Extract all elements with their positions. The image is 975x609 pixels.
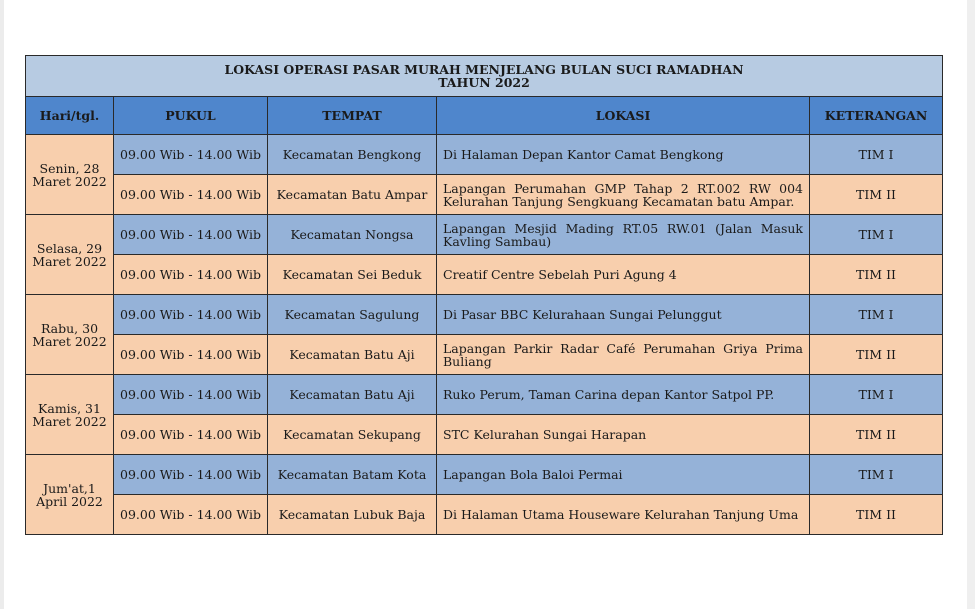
keterangan-cell: TIM I: [810, 295, 943, 335]
lokasi-cell: Di Pasar BBC Kelurahaan Sungai Pelunggut: [437, 295, 810, 335]
day-cell: Selasa, 29 Maret 2022: [26, 215, 114, 295]
pukul-cell: 09.00 Wib - 14.00 Wib: [114, 495, 268, 535]
lokasi-cell: Di Halaman Depan Kantor Camat Bengkong: [437, 135, 810, 175]
keterangan-cell: TIM I: [810, 215, 943, 255]
day-cell: Jum'at,1 April 2022: [26, 455, 114, 535]
tempat-cell: Kecamatan Bengkong: [268, 135, 437, 175]
lokasi-cell: Lapangan Bola Baloi Permai: [437, 455, 810, 495]
title-line-2: TAHUN 2022: [438, 75, 530, 90]
pukul-cell: 09.00 Wib - 14.00 Wib: [114, 375, 268, 415]
page-edge-right: [967, 0, 975, 609]
table-row: [26, 495, 943, 535]
pukul-cell: 09.00 Wib - 14.00 Wib: [114, 135, 268, 175]
tempat-cell: Kecamatan Sei Beduk: [268, 255, 437, 295]
lokasi-cell: Creatif Centre Sebelah Puri Agung 4: [437, 255, 810, 295]
keterangan-cell: TIM II: [810, 255, 943, 295]
keterangan-cell: TIM I: [810, 375, 943, 415]
tempat-cell: Kecamatan Batu Aji: [268, 375, 437, 415]
keterangan-cell: TIM I: [810, 455, 943, 495]
lokasi-cell: STC Kelurahan Sungai Harapan: [437, 415, 810, 455]
tempat-cell: Kecamatan Nongsa: [268, 215, 437, 255]
tempat-cell: Kecamatan Sagulung: [268, 295, 437, 335]
lokasi-cell: Lapangan Mesjid Mading RT.05 RW.01 (Jalan Masuk Kavling Sambau): [437, 215, 810, 255]
table-row: [26, 455, 943, 495]
pukul-cell: 09.00 Wib - 14.00 Wib: [114, 455, 268, 495]
keterangan-cell: TIM II: [810, 335, 943, 375]
lokasi-cell: Lapangan Perumahan GMP Tahap 2 RT.002 RW 004 Kelurahan Tanjung Sengkuang Kecamatan batu Ampar.: [437, 175, 810, 215]
table-row: [26, 375, 943, 415]
tempat-cell: Kecamatan Batu Ampar: [268, 175, 437, 215]
pukul-cell: 09.00 Wib - 14.00 Wib: [114, 415, 268, 455]
tempat-cell: Kecamatan Batu Aji: [268, 335, 437, 375]
pukul-cell: 09.00 Wib - 14.00 Wib: [114, 335, 268, 375]
table-row: [26, 175, 943, 215]
title-line-1: LOKASI OPERASI PASAR MURAH MENJELANG BULAN SUCI RAMADHAN: [224, 62, 744, 77]
table-row: [26, 135, 943, 175]
schedule-table: [25, 55, 943, 535]
keterangan-cell: TIM I: [810, 135, 943, 175]
pukul-cell: 09.00 Wib - 14.00 Wib: [114, 215, 268, 255]
tempat-cell: Kecamatan Lubuk Baja: [268, 495, 437, 535]
tempat-cell: Kecamatan Batam Kota: [268, 455, 437, 495]
keterangan-cell: TIM II: [810, 415, 943, 455]
header-pukul: PUKUL: [114, 97, 268, 135]
header-tempat: TEMPAT: [268, 97, 437, 135]
table-title: [26, 56, 943, 97]
table-row: [26, 335, 943, 375]
day-cell: Senin, 28 Maret 2022: [26, 135, 114, 215]
keterangan-cell: TIM II: [810, 495, 943, 535]
table-row: [26, 215, 943, 255]
table-row: [26, 255, 943, 295]
tempat-cell: Kecamatan Sekupang: [268, 415, 437, 455]
table-row: [26, 415, 943, 455]
pukul-cell: 09.00 Wib - 14.00 Wib: [114, 255, 268, 295]
header-lokasi: LOKASI: [437, 97, 810, 135]
keterangan-cell: TIM II: [810, 175, 943, 215]
header-keterangan: KETERANGAN: [810, 97, 943, 135]
pukul-cell: 09.00 Wib - 14.00 Wib: [114, 175, 268, 215]
table-row: [26, 295, 943, 335]
lokasi-cell: Lapangan Parkir Radar Café Perumahan Griya Prima Buliang: [437, 335, 810, 375]
lokasi-cell: Di Halaman Utama Houseware Kelurahan Tanjung Uma: [437, 495, 810, 535]
pukul-cell: 09.00 Wib - 14.00 Wib: [114, 295, 268, 335]
day-cell: Kamis, 31 Maret 2022: [26, 375, 114, 455]
header-hari-tgl: Hari/tgl.: [26, 97, 114, 135]
page-edge-left: [0, 0, 4, 609]
day-cell: Rabu, 30 Maret 2022: [26, 295, 114, 375]
lokasi-cell: Ruko Perum, Taman Carina depan Kantor Satpol PP.: [437, 375, 810, 415]
